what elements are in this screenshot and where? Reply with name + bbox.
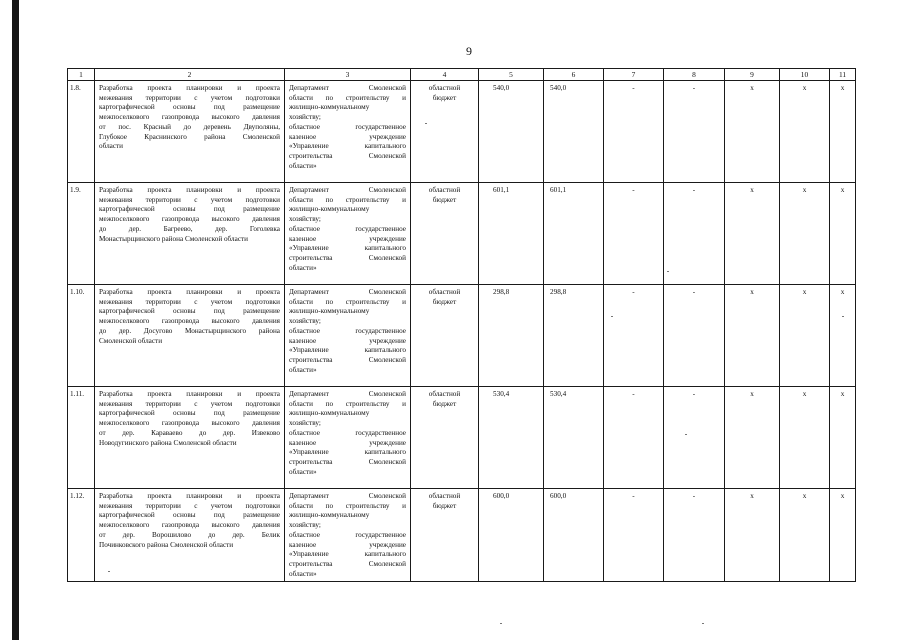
responsible-executor bbox=[285, 489, 411, 582]
description-line: картографической основы под размещение bbox=[99, 511, 280, 520]
scan-speck bbox=[108, 571, 110, 572]
funding-source bbox=[411, 81, 479, 183]
description-line: Новодугинского района Смоленской области bbox=[99, 438, 237, 447]
column-number: 7 bbox=[604, 69, 664, 81]
description-line: Монастырщинского района Смоленской области bbox=[99, 234, 248, 243]
funding-source bbox=[411, 489, 479, 582]
executor-line: областное государственное bbox=[289, 122, 406, 131]
funding-source bbox=[411, 387, 479, 489]
executor-line: Департамент Смоленской bbox=[289, 492, 406, 500]
measure-description bbox=[95, 387, 285, 489]
executor-line: хозяйству; bbox=[289, 521, 321, 530]
description-line: межпоселкового газопровода высокого давления bbox=[99, 521, 280, 530]
funding-source-line: бюджет bbox=[432, 195, 457, 204]
description-line: межпоселкового газопровода высокого давления bbox=[99, 419, 280, 428]
indicator-value-2: x bbox=[780, 81, 830, 183]
scan-speck bbox=[702, 623, 704, 624]
description-line: от дер. Караваево до дер. Извеково bbox=[99, 428, 280, 437]
description-line: от пос. Красный до деревень Двуполяны, bbox=[99, 122, 280, 131]
description-line: межпоселкового газопровода высокого давления bbox=[99, 317, 280, 326]
amount-year-1: 601,1 bbox=[544, 183, 604, 285]
executor-line: казенное учреждение bbox=[289, 336, 406, 345]
executor-line: казенное учреждение bbox=[289, 132, 406, 141]
amount-year-3: - bbox=[664, 183, 725, 285]
indicator-value-1: x bbox=[725, 81, 780, 183]
scan-speck bbox=[842, 316, 844, 317]
table-row bbox=[68, 285, 856, 387]
executor-line: жилищно-коммунальному bbox=[289, 205, 370, 214]
executor-line: «Управление капитального bbox=[289, 448, 406, 457]
description-line: от дер. Ворошилово до дер. Белик bbox=[99, 530, 280, 539]
scan-speck bbox=[685, 434, 687, 435]
executor-line: области по строительству и bbox=[289, 399, 406, 408]
executor-line: строительства Смоленской bbox=[289, 559, 406, 568]
table-row bbox=[68, 81, 856, 183]
executor-line: жилищно-коммунальному bbox=[289, 511, 370, 520]
row-number: 1.8. bbox=[68, 81, 95, 183]
executor-line: «Управление капитального bbox=[289, 550, 406, 559]
description-line: Разработка проекта планировки и проекта bbox=[99, 186, 280, 194]
executor-line: жилищно-коммунальному bbox=[289, 409, 370, 418]
amount-year-2: - bbox=[604, 489, 664, 582]
executor-line: областное государственное bbox=[289, 428, 406, 437]
funding-source-line: областной bbox=[428, 492, 461, 500]
scan-speck bbox=[611, 316, 613, 317]
description-line: межевания территории с учетом подготовки bbox=[99, 297, 280, 306]
description-line: межевания территории с учетом подготовки bbox=[99, 501, 280, 510]
funding-source-line: областной bbox=[428, 390, 461, 398]
indicator-value-1: x bbox=[725, 489, 780, 582]
funding-source-line: бюджет bbox=[432, 93, 457, 102]
program-table bbox=[67, 68, 856, 582]
row-number: 1.9. bbox=[68, 183, 95, 285]
total-amount: 600,0 bbox=[479, 489, 544, 582]
funding-source-line: бюджет bbox=[432, 399, 457, 408]
indicator-value-3: x bbox=[830, 489, 856, 582]
executor-line: казенное учреждение bbox=[289, 234, 406, 243]
executor-line: хозяйству; bbox=[289, 113, 321, 122]
column-number: 11 bbox=[830, 69, 856, 81]
executor-line: области» bbox=[289, 467, 317, 476]
description-line: межевания территории с учетом подготовки bbox=[99, 195, 280, 204]
amount-year-1: 600,0 bbox=[544, 489, 604, 582]
description-line: до дер. Досугово Монастырщинского района bbox=[99, 326, 280, 335]
description-line: картографической основы под размещение bbox=[99, 307, 280, 316]
executor-line: области по строительству и bbox=[289, 501, 406, 510]
indicator-value-3: x bbox=[830, 183, 856, 285]
description-line: картографической основы под размещение bbox=[99, 103, 280, 112]
executor-line: хозяйству; bbox=[289, 317, 321, 326]
indicator-value-3: x bbox=[830, 81, 856, 183]
column-number: 9 bbox=[725, 69, 780, 81]
funding-source bbox=[411, 285, 479, 387]
executor-line: «Управление капитального bbox=[289, 346, 406, 355]
description-line: Разработка проекта планировки и проекта bbox=[99, 390, 280, 398]
total-amount: 530,4 bbox=[479, 387, 544, 489]
indicator-value-2: x bbox=[780, 489, 830, 582]
executor-line: строительства Смоленской bbox=[289, 151, 406, 160]
column-number: 5 bbox=[479, 69, 544, 81]
executor-line: Департамент Смоленской bbox=[289, 84, 406, 92]
funding-source-line: областной bbox=[428, 84, 461, 92]
amount-year-2: - bbox=[604, 81, 664, 183]
description-line: до дер. Багреево, дер. Гоголевка bbox=[99, 224, 280, 233]
table-row bbox=[68, 387, 856, 489]
executor-line: области» bbox=[289, 161, 317, 170]
column-number: 6 bbox=[544, 69, 604, 81]
executor-line: строительства Смоленской bbox=[289, 253, 406, 262]
description-line: Разработка проекта планировки и проекта bbox=[99, 288, 280, 296]
funding-source bbox=[411, 183, 479, 285]
amount-year-2: - bbox=[604, 285, 664, 387]
amount-year-1: 540,0 bbox=[544, 81, 604, 183]
indicator-value-2: x bbox=[780, 285, 830, 387]
amount-year-2: - bbox=[604, 387, 664, 489]
row-number: 1.12. bbox=[68, 489, 95, 582]
indicator-value-2: x bbox=[780, 183, 830, 285]
executor-line: жилищно-коммунальному bbox=[289, 307, 370, 316]
description-line: межевания территории с учетом подготовки bbox=[99, 93, 280, 102]
total-amount: 601,1 bbox=[479, 183, 544, 285]
amount-year-1: 298,8 bbox=[544, 285, 604, 387]
amount-year-3: - bbox=[664, 387, 725, 489]
description-line: Починковского района Смоленской области bbox=[99, 540, 234, 549]
description-line: области bbox=[99, 142, 124, 151]
executor-line: казенное учреждение bbox=[289, 438, 406, 447]
funding-source-line: областной bbox=[428, 186, 461, 194]
executor-line: казенное учреждение bbox=[289, 540, 406, 549]
executor-line: областное государственное bbox=[289, 530, 406, 539]
column-number: 3 bbox=[285, 69, 411, 81]
funding-source-line: бюджет bbox=[432, 501, 457, 510]
description-line: Смоленской области bbox=[99, 336, 163, 345]
column-numbers-row bbox=[68, 69, 856, 81]
measure-description bbox=[95, 183, 285, 285]
column-number: 2 bbox=[95, 69, 285, 81]
indicator-value-1: x bbox=[725, 285, 780, 387]
executor-line: хозяйству; bbox=[289, 215, 321, 224]
executor-line: области по строительству и bbox=[289, 93, 406, 102]
column-number: 10 bbox=[780, 69, 830, 81]
description-line: картографической основы под размещение bbox=[99, 205, 280, 214]
column-number: 4 bbox=[411, 69, 479, 81]
measure-description bbox=[95, 285, 285, 387]
responsible-executor bbox=[285, 387, 411, 489]
funding-source-line: бюджет bbox=[432, 297, 457, 306]
description-line: Разработка проекта планировки и проекта bbox=[99, 492, 280, 500]
column-number: 1 bbox=[68, 69, 95, 81]
executor-line: жилищно-коммунальному bbox=[289, 103, 370, 112]
executor-line: области по строительству и bbox=[289, 297, 406, 306]
executor-line: областное государственное bbox=[289, 326, 406, 335]
indicator-value-1: x bbox=[725, 387, 780, 489]
responsible-executor bbox=[285, 81, 411, 183]
executor-line: области» bbox=[289, 365, 317, 374]
executor-line: Департамент Смоленской bbox=[289, 390, 406, 398]
table-row bbox=[68, 489, 856, 582]
description-line: Глубокое Краснинского района Смоленской bbox=[99, 132, 280, 141]
executor-line: областное государственное bbox=[289, 224, 406, 233]
executor-line: Департамент Смоленской bbox=[289, 288, 406, 296]
table-row bbox=[68, 183, 856, 285]
total-amount: 298,8 bbox=[479, 285, 544, 387]
scan-binding-edge bbox=[12, 0, 19, 640]
executor-line: строительства Смоленской bbox=[289, 457, 406, 466]
description-line: межевания территории с учетом подготовки bbox=[99, 399, 280, 408]
executor-line: области по строительству и bbox=[289, 195, 406, 204]
indicator-value-1: x bbox=[725, 183, 780, 285]
row-number: 1.10. bbox=[68, 285, 95, 387]
page-number: 9 bbox=[466, 44, 472, 58]
amount-year-1: 530,4 bbox=[544, 387, 604, 489]
scan-speck bbox=[667, 271, 669, 272]
executor-line: «Управление капитального bbox=[289, 244, 406, 253]
description-line: картографической основы под размещение bbox=[99, 409, 280, 418]
executor-line: области» bbox=[289, 263, 317, 272]
measure-description bbox=[95, 489, 285, 582]
executor-line: «Управление капитального bbox=[289, 142, 406, 151]
amount-year-3: - bbox=[664, 81, 725, 183]
indicator-value-2: x bbox=[780, 387, 830, 489]
indicator-value-3: x bbox=[830, 285, 856, 387]
description-line: Разработка проекта планировки и проекта bbox=[99, 84, 280, 92]
row-number: 1.11. bbox=[68, 387, 95, 489]
executor-line: Департамент Смоленской bbox=[289, 186, 406, 194]
description-line: межпоселкового газопровода высокого давления bbox=[99, 215, 280, 224]
description-line: межпоселкового газопровода высокого давления bbox=[99, 113, 280, 122]
indicator-value-3: x bbox=[830, 387, 856, 489]
total-amount: 540,0 bbox=[479, 81, 544, 183]
amount-year-2: - bbox=[604, 183, 664, 285]
scan-speck bbox=[425, 123, 427, 124]
executor-line: строительства Смоленской bbox=[289, 355, 406, 364]
column-number: 8 bbox=[664, 69, 725, 81]
amount-year-3: - bbox=[664, 489, 725, 582]
responsible-executor bbox=[285, 285, 411, 387]
funding-source-line: областной bbox=[428, 288, 461, 296]
scan-speck bbox=[500, 623, 502, 624]
amount-year-3: - bbox=[664, 285, 725, 387]
executor-line: области» bbox=[289, 569, 317, 578]
measure-description bbox=[95, 81, 285, 183]
executor-line: хозяйству; bbox=[289, 419, 321, 428]
responsible-executor bbox=[285, 183, 411, 285]
